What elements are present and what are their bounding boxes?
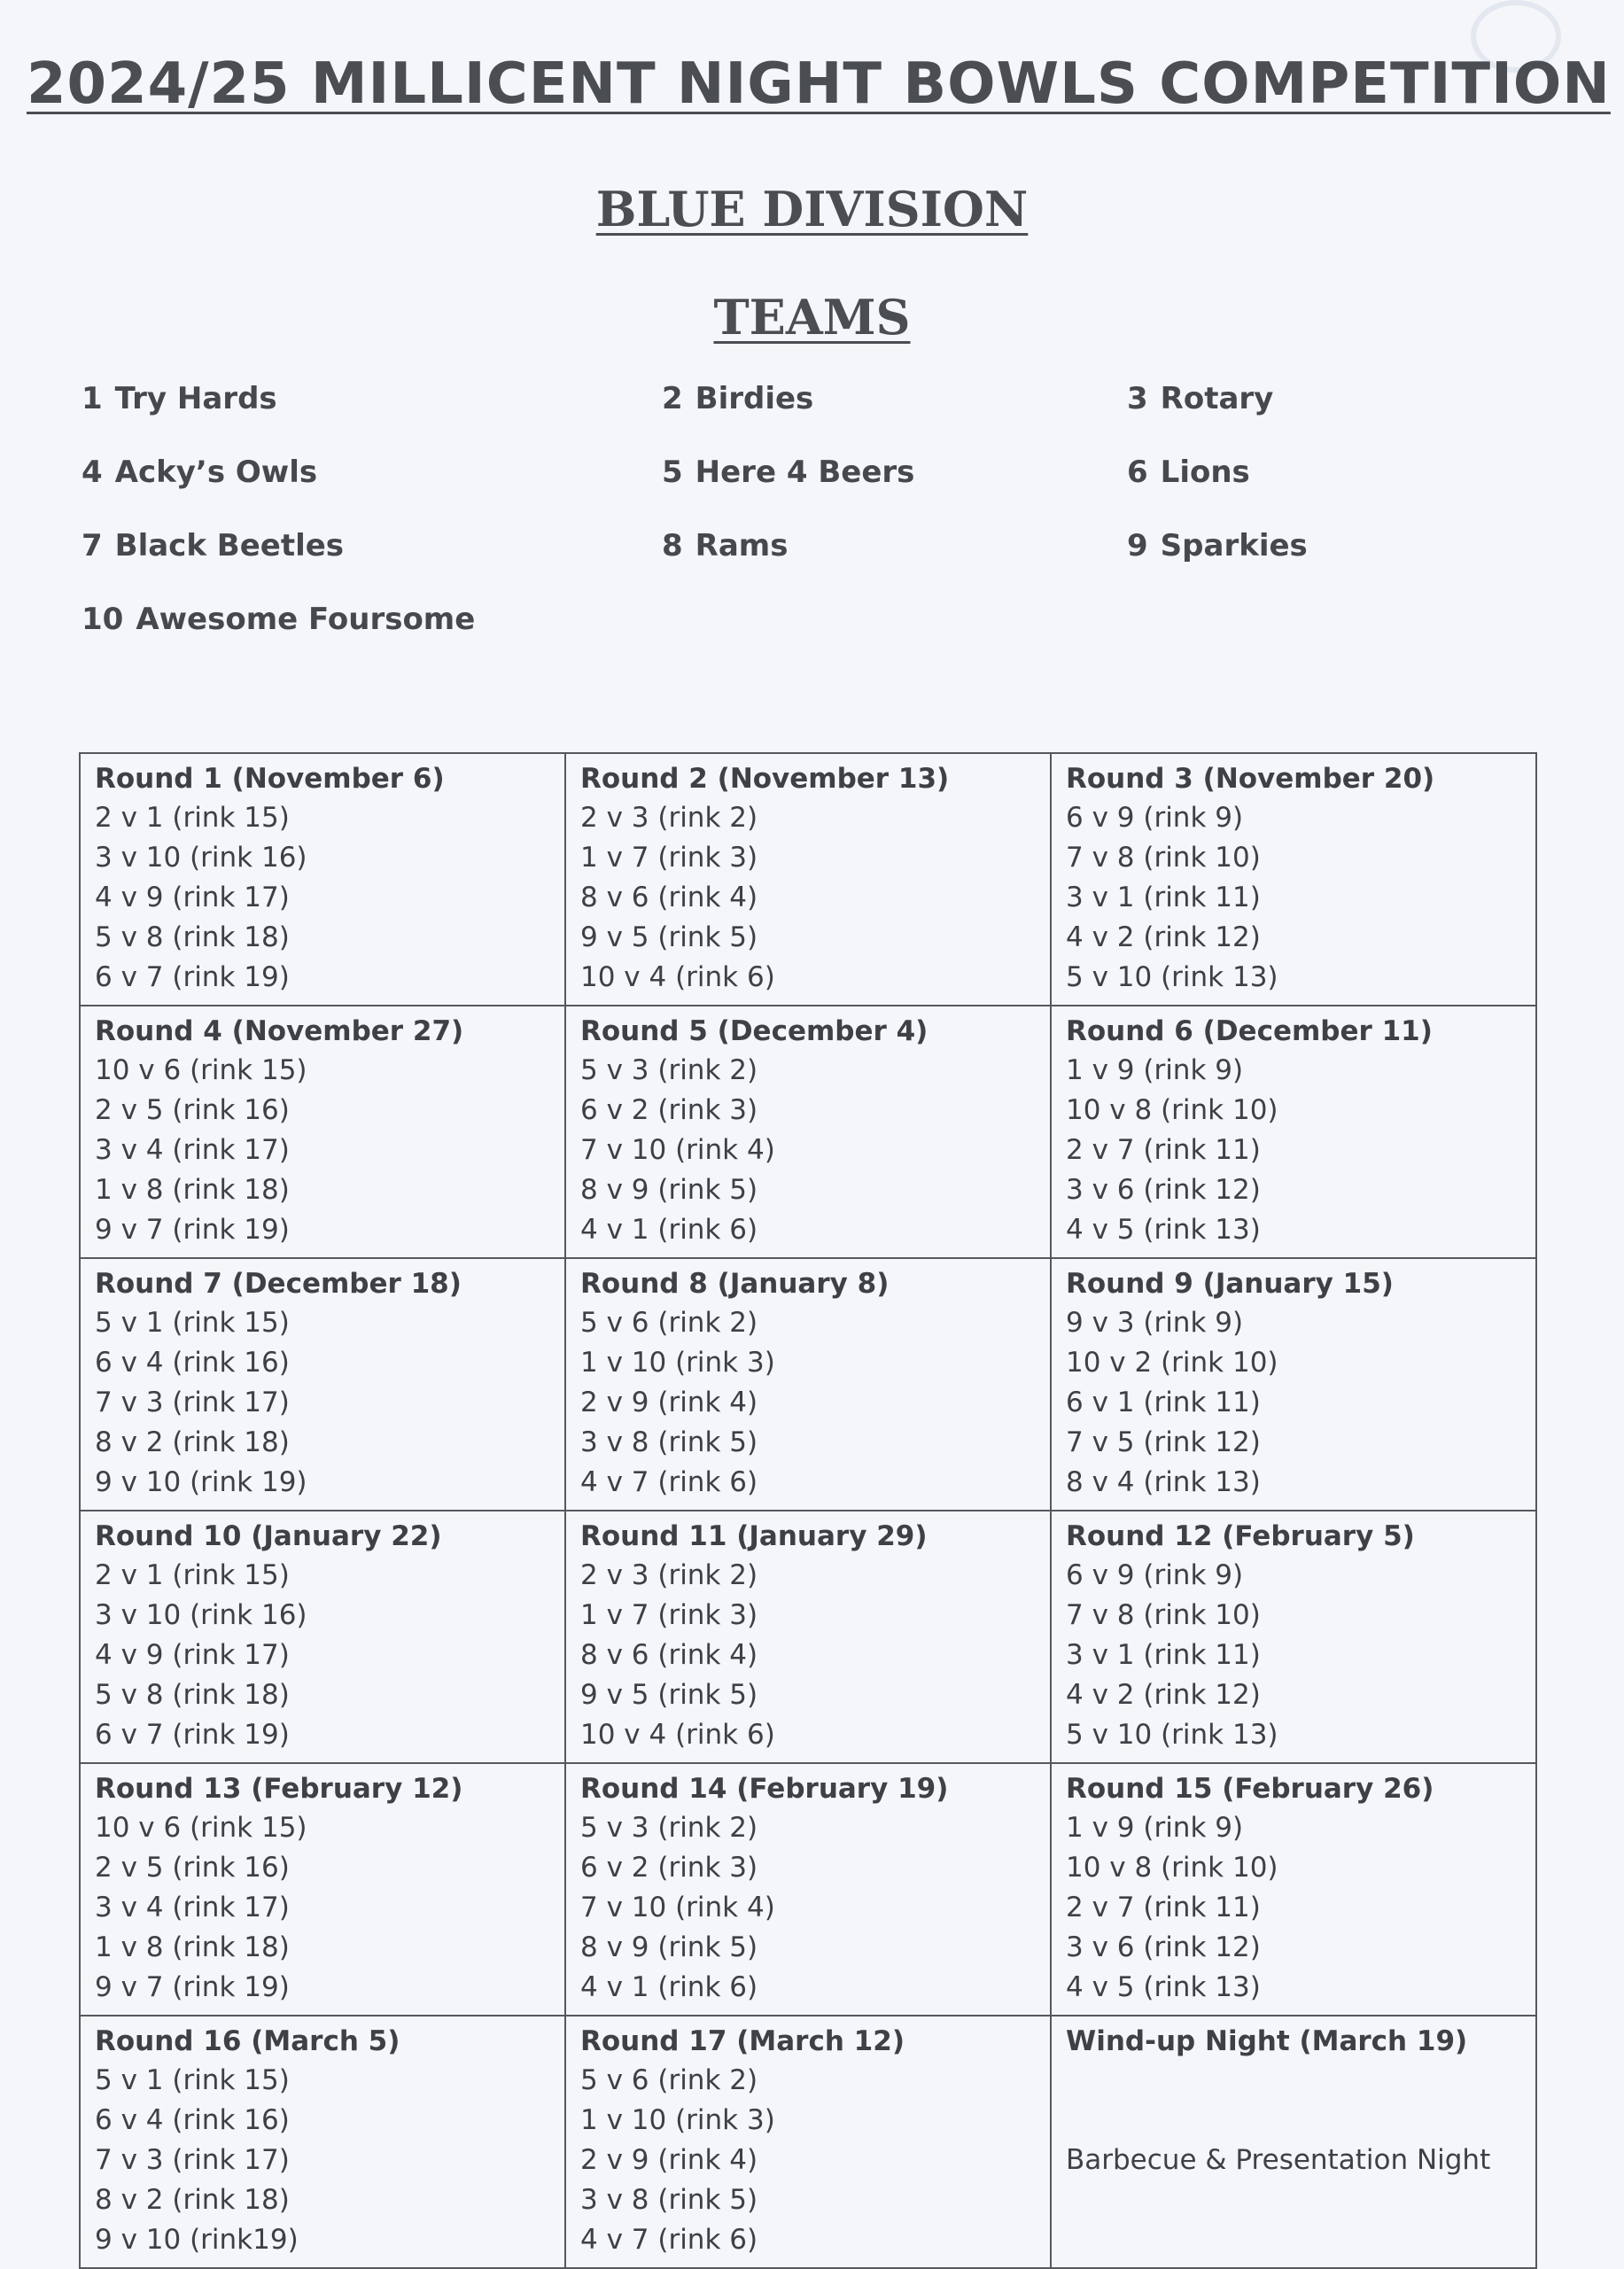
round-title: Round 4 (November 27) xyxy=(95,1015,464,1047)
match-item: 3 v 1 (rink 11) xyxy=(1066,1639,1261,1671)
round-title: Round 14 (February 19) xyxy=(580,1773,949,1805)
round-cell xyxy=(565,1763,1051,2016)
round-cell xyxy=(1051,1511,1536,1763)
match-item: 4 v 1 (rink 6) xyxy=(580,1214,758,1246)
match-item: 5 v 8 (rink 18) xyxy=(95,921,290,953)
team-list xyxy=(82,381,1499,673)
fixture-table xyxy=(79,752,1537,2269)
round-title: Round 3 (November 20) xyxy=(1066,763,1435,795)
match-item: 5 v 3 (rink 2) xyxy=(580,1054,758,1086)
match-item: 3 v 8 (rink 5) xyxy=(580,1426,758,1458)
round-row xyxy=(80,1006,1536,1258)
match-item: 3 v 6 (rink 12) xyxy=(1066,1931,1261,1963)
match-item: 5 v 10 (rink 13) xyxy=(1066,961,1278,993)
team-item: 3 Rotary xyxy=(1127,381,1274,416)
match-item: 7 v 8 (rink 10) xyxy=(1066,1599,1261,1631)
match-item: 1 v 7 (rink 3) xyxy=(580,842,758,874)
round-title: Round 8 (January 8) xyxy=(580,1268,890,1300)
match-item: 8 v 9 (rink 5) xyxy=(580,1174,758,1206)
match-item: 2 v 3 (rink 2) xyxy=(580,802,758,834)
round-title: Round 5 (December 4) xyxy=(580,1015,929,1047)
match-item: 2 v 1 (rink 15) xyxy=(95,802,290,834)
windup-cell xyxy=(1051,2016,1536,2268)
match-item: 6 v 2 (rink 3) xyxy=(580,1094,758,1126)
match-item: 1 v 10 (rink 3) xyxy=(580,1347,775,1379)
match-item: 4 v 9 (rink 17) xyxy=(95,1639,290,1671)
match-item: 9 v 3 (rink 9) xyxy=(1066,1307,1244,1339)
match-item: 2 v 9 (rink 4) xyxy=(580,1387,758,1418)
round-title: Round 6 (December 11) xyxy=(1066,1015,1433,1047)
match-item: 9 v 10 (rink19) xyxy=(95,2224,299,2256)
match-item: 2 v 7 (rink 11) xyxy=(1066,1134,1261,1166)
round-cell xyxy=(80,1258,565,1511)
round-cell xyxy=(1051,1763,1536,2016)
match-item: 5 v 1 (rink 15) xyxy=(95,2064,290,2096)
match-item: 7 v 3 (rink 17) xyxy=(95,2144,290,2176)
round-row xyxy=(80,2016,1536,2268)
windup-note: Barbecue & Presentation Night xyxy=(1066,2144,1491,2176)
match-item: 3 v 10 (rink 16) xyxy=(95,842,307,874)
round-row xyxy=(80,1511,1536,1763)
match-item: 1 v 8 (rink 18) xyxy=(95,1931,290,1963)
match-item: 9 v 10 (rink 19) xyxy=(95,1466,307,1498)
match-item: 2 v 1 (rink 15) xyxy=(95,1559,290,1591)
match-item: 3 v 4 (rink 17) xyxy=(95,1892,290,1923)
round-title: Round 17 (March 12) xyxy=(580,2025,905,2057)
match-item: 8 v 6 (rink 4) xyxy=(580,1639,758,1671)
match-item: 4 v 7 (rink 6) xyxy=(580,1466,758,1498)
match-item: 10 v 8 (rink 10) xyxy=(1066,1094,1278,1126)
round-row xyxy=(80,753,1536,1006)
match-item: 7 v 5 (rink 12) xyxy=(1066,1426,1261,1458)
match-item: 6 v 2 (rink 3) xyxy=(580,1852,758,1884)
round-cell xyxy=(565,1006,1051,1258)
match-item: 4 v 9 (rink 17) xyxy=(95,882,290,913)
round-cell xyxy=(1051,1006,1536,1258)
match-item: 10 v 4 (rink 6) xyxy=(580,961,775,993)
match-item: 1 v 9 (rink 9) xyxy=(1066,1812,1244,1844)
round-cell xyxy=(565,2016,1051,2268)
match-item: 3 v 4 (rink 17) xyxy=(95,1134,290,1166)
match-item: 6 v 4 (rink 16) xyxy=(95,2104,290,2136)
round-cell xyxy=(80,1763,565,2016)
round-cell xyxy=(565,1258,1051,1511)
match-item: 6 v 9 (rink 9) xyxy=(1066,1559,1244,1591)
match-item: 10 v 6 (rink 15) xyxy=(95,1812,307,1844)
match-item: 8 v 4 (rink 13) xyxy=(1066,1466,1261,1498)
match-item: 6 v 7 (rink 19) xyxy=(95,961,290,993)
team-item: 1 Try Hards xyxy=(82,381,277,416)
match-item: 7 v 10 (rink 4) xyxy=(580,1134,775,1166)
match-item: 3 v 8 (rink 5) xyxy=(580,2184,758,2216)
match-item: 3 v 6 (rink 12) xyxy=(1066,1174,1261,1206)
match-item: 1 v 8 (rink 18) xyxy=(95,1174,290,1206)
match-item: 2 v 5 (rink 16) xyxy=(95,1094,290,1126)
round-title: Round 11 (January 29) xyxy=(580,1520,928,1552)
round-cell xyxy=(80,753,565,1006)
match-item: 5 v 10 (rink 13) xyxy=(1066,1719,1278,1751)
team-item: 4 Acky’s Owls xyxy=(82,455,318,490)
match-item: 7 v 10 (rink 4) xyxy=(580,1892,775,1923)
round-cell xyxy=(80,1511,565,1763)
match-item: 6 v 4 (rink 16) xyxy=(95,1347,290,1379)
round-cell xyxy=(80,1006,565,1258)
match-item: 4 v 5 (rink 13) xyxy=(1066,1971,1261,2003)
match-item: 5 v 1 (rink 15) xyxy=(95,1307,290,1339)
match-item: 3 v 1 (rink 11) xyxy=(1066,882,1261,913)
team-item: 7 Black Beetles xyxy=(82,528,345,563)
match-item: 2 v 9 (rink 4) xyxy=(580,2144,758,2176)
team-item: 5 Here 4 Beers xyxy=(662,455,915,490)
match-item: 10 v 6 (rink 15) xyxy=(95,1054,307,1086)
match-item: 6 v 7 (rink 19) xyxy=(95,1719,290,1751)
match-item: 3 v 10 (rink 16) xyxy=(95,1599,307,1631)
team-item: 10 Awesome Foursome xyxy=(82,602,476,637)
match-item: 4 v 1 (rink 6) xyxy=(580,1971,758,2003)
round-title: Round 7 (December 18) xyxy=(95,1268,462,1300)
round-cell xyxy=(565,1511,1051,1763)
match-item: 5 v 6 (rink 2) xyxy=(580,2064,758,2096)
round-title: Round 1 (November 6) xyxy=(95,763,445,795)
match-item: 5 v 8 (rink 18) xyxy=(95,1679,290,1711)
match-item: 8 v 2 (rink 18) xyxy=(95,1426,290,1458)
match-item: 4 v 7 (rink 6) xyxy=(580,2224,758,2256)
team-item: 2 Birdies xyxy=(662,381,814,416)
match-item: 8 v 9 (rink 5) xyxy=(580,1931,758,1963)
match-item: 1 v 9 (rink 9) xyxy=(1066,1054,1244,1086)
match-item: 10 v 8 (rink 10) xyxy=(1066,1852,1278,1884)
match-item: 8 v 6 (rink 4) xyxy=(580,882,758,913)
teams-heading: TEAMS xyxy=(713,289,911,346)
round-title: Round 2 (November 13) xyxy=(580,763,950,795)
match-item: 10 v 2 (rink 10) xyxy=(1066,1347,1278,1379)
match-item: 9 v 5 (rink 5) xyxy=(580,921,758,953)
round-title: Round 12 (February 5) xyxy=(1066,1520,1415,1552)
match-item: 4 v 2 (rink 12) xyxy=(1066,1679,1261,1711)
match-item: 2 v 3 (rink 2) xyxy=(580,1559,758,1591)
round-cell xyxy=(565,753,1051,1006)
match-item: 1 v 7 (rink 3) xyxy=(580,1599,758,1631)
match-item: 4 v 2 (rink 12) xyxy=(1066,921,1261,953)
match-item: 7 v 3 (rink 17) xyxy=(95,1387,290,1418)
round-cell xyxy=(1051,1258,1536,1511)
team-item: 9 Sparkies xyxy=(1127,528,1308,563)
team-item: 6 Lions xyxy=(1127,455,1250,490)
round-cell xyxy=(1051,753,1536,1006)
match-item: 2 v 7 (rink 11) xyxy=(1066,1892,1261,1923)
page-title: 2024/25 MILLICENT NIGHT BOWLS COMPETITION xyxy=(27,51,1611,117)
match-item: 6 v 1 (rink 11) xyxy=(1066,1387,1261,1418)
division-heading: BLUE DIVISION xyxy=(595,181,1029,237)
match-item: 7 v 8 (rink 10) xyxy=(1066,842,1261,874)
match-item: 5 v 3 (rink 2) xyxy=(580,1812,758,1844)
round-title: Round 15 (February 26) xyxy=(1066,1773,1434,1805)
match-item: 1 v 10 (rink 3) xyxy=(580,2104,775,2136)
match-item: 9 v 5 (rink 5) xyxy=(580,1679,758,1711)
match-item: 4 v 5 (rink 13) xyxy=(1066,1214,1261,1246)
match-item: 6 v 9 (rink 9) xyxy=(1066,802,1244,834)
round-row xyxy=(80,1763,1536,2016)
round-title: Round 9 (January 15) xyxy=(1066,1268,1394,1300)
round-row xyxy=(80,1258,1536,1511)
round-title: Round 16 (March 5) xyxy=(95,2025,400,2057)
match-item: 5 v 6 (rink 2) xyxy=(580,1307,758,1339)
windup-title: Wind-up Night (March 19) xyxy=(1066,2025,1468,2057)
match-item: 2 v 5 (rink 16) xyxy=(95,1852,290,1884)
round-cell xyxy=(80,2016,565,2268)
match-item: 9 v 7 (rink 19) xyxy=(95,1971,290,2003)
match-item: 8 v 2 (rink 18) xyxy=(95,2184,290,2216)
round-title: Round 10 (January 22) xyxy=(95,1520,442,1552)
round-title: Round 13 (February 12) xyxy=(95,1773,463,1805)
match-item: 9 v 7 (rink 19) xyxy=(95,1214,290,1246)
match-item: 10 v 4 (rink 6) xyxy=(580,1719,775,1751)
team-item: 8 Rams xyxy=(662,528,789,563)
